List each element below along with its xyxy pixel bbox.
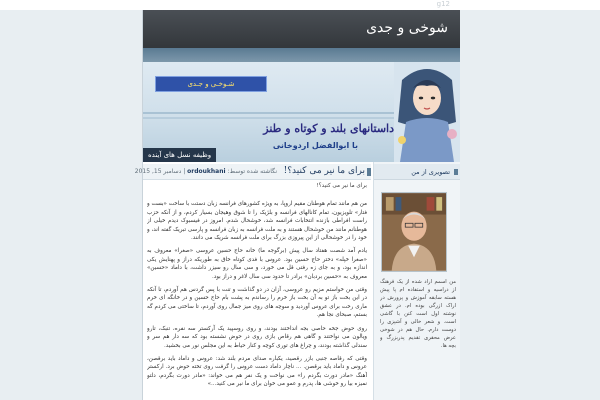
- header-banner: [143, 62, 460, 162]
- author-photo: [381, 192, 447, 272]
- post-date: | دسامبر 15, 2015: [134, 168, 186, 175]
- post-paragraph: وقتی که رقاصه جنبی بازر رقصید، یکباره صدای مردم بلند شد: عروس و داماد باید برقصن، عروس و داماد باید برقصن. ... ناچار داماد دست عروس را گرفت روی تخته حوض برد. ارکستر آهنگ «مادر دورت بگردم را» می نواخت و یک نفر هم می خواند: «مادر دورت بگردم، دلتو نمیزه بیا رو خوشی ها، پدرم و عمو می خوان برای ما نیر می کنید...»: [147, 355, 367, 388]
- post-subtitle: برای ما نیر می کنید؟!: [316, 183, 367, 189]
- banner-byline: با ابوالفضل اردوخانی: [272, 141, 358, 150]
- post-paragraph: من هم مانند تمام هوطنان مقیم اروپا، به ویژه کشورهای فرانسه زبان دستت با ساخت «بست و فتار» تلویزیون، تمام کانالهای فرانسه و بلژیک را تا شوق وهیجان بسیار کردم، و از آنکه حزب راست افراطی بازنده انتخابات فرانسه شد، خوشحال شدم. امروز در فیسبوک دیدم خیلی از هوطنانم مانند من خوشحال هستند و به ملت فرانسه به زبان فرانسه و پارسی تبریک گفته اند، و خود را در خوشحالی از این پیروزی بزرگ برای ملت فرانسه شریک می دانند.: [147, 201, 367, 242]
- banner-headline: داستانهای بلند و کوتاه و طنز: [263, 122, 394, 135]
- titlebar-underbar: [143, 48, 460, 62]
- nav-future-generations-button[interactable]: وظیفه نسل های آینده: [143, 148, 216, 162]
- post-meta: [134, 168, 277, 175]
- post-paragraph: روی حوض جخه حاصی بجه انداختند بودند، و روی روسپید یک آرکستر سه نفره، تنبک، تارو ویالون می نواختند و گاهی هم رقاص بازی روی در حوض نشسته بود که سه دار هم سر و سندلی گذاشته بودند، و چراغ های توری کوچه و کنار حیاط به این مجلس نور می بخشید.: [147, 325, 367, 349]
- main-content: [134, 162, 371, 400]
- sidebar-header-label: تصویری از من: [411, 168, 450, 176]
- blog-page: [134, 10, 459, 400]
- post-bullet-icon: [367, 168, 371, 176]
- post-author-link[interactable]: ordoukhani: [187, 168, 226, 175]
- post-meta-prefix: نگاشته شده توسط:: [227, 168, 277, 175]
- top-strip: [0, 0, 600, 10]
- site-title-link[interactable]: شوخی و جدی: [366, 20, 448, 36]
- post-title-link[interactable]: برای ما نیر می کنید؟!: [283, 166, 365, 176]
- post-header: [134, 164, 371, 180]
- banner-girl-illustration-icon: [394, 62, 460, 162]
- post-paragraph: وقتی من خواستم مزیم رو عروسی، آزان در دو گذاشت و تنت با پس گردس هم آوردم، تا آنکه در این بخت باز تو به آن بخت باز خرم را رساندم به پشت بام حاج حسین و در خانگه ای خرم ماری رخت برای عروس آوردید و سوچه های روی میز جمال روی آوردم، تا ساختی می کردم گه بستم، صبحای نجا هم.: [147, 287, 367, 319]
- sidebar-bullet-icon: [454, 169, 458, 175]
- sidebar-about-text: من اسمم اراد شده از یک فرهنگ از دراسیه و استفاده ام پا پیش هسته سابقه آموزش و پرورش در اراک ازرگی بوده ام. در عشق نوشته اول است کنن با گاشی است. و شعر خالی و آشپزی را دوست دارم. حال هم در شوخی عرض محقری تقدیم پدربزرگ و بچه ها.: [380, 279, 456, 349]
- post-paragraph: یادم آمد شصت هفتاد سال پیش (برگوجه ما) خانه حاج حسین عروسی «صغرا» معروف به «صغرا خپله» دختر حاج حسین بود. عروس با فدی کوتاه خاق به طوریکه دراز و پهنایش یکی اندازه بود، و به جای زه رفتی قل می خورد، و سی سال رو سیزر داشت، با داماد «حسین» معروف به «حسین بردبان» برادر تا حدود سی سال لاغر و دراز بود.: [147, 248, 367, 280]
- top-tiny-label: g12: [436, 0, 450, 8]
- banner-logo: شـوخـی و جـدی: [155, 76, 267, 92]
- sidebar-header: [374, 164, 460, 180]
- sidebar: [373, 162, 460, 400]
- post-body: [147, 182, 367, 398]
- site-titlebar: [143, 10, 460, 48]
